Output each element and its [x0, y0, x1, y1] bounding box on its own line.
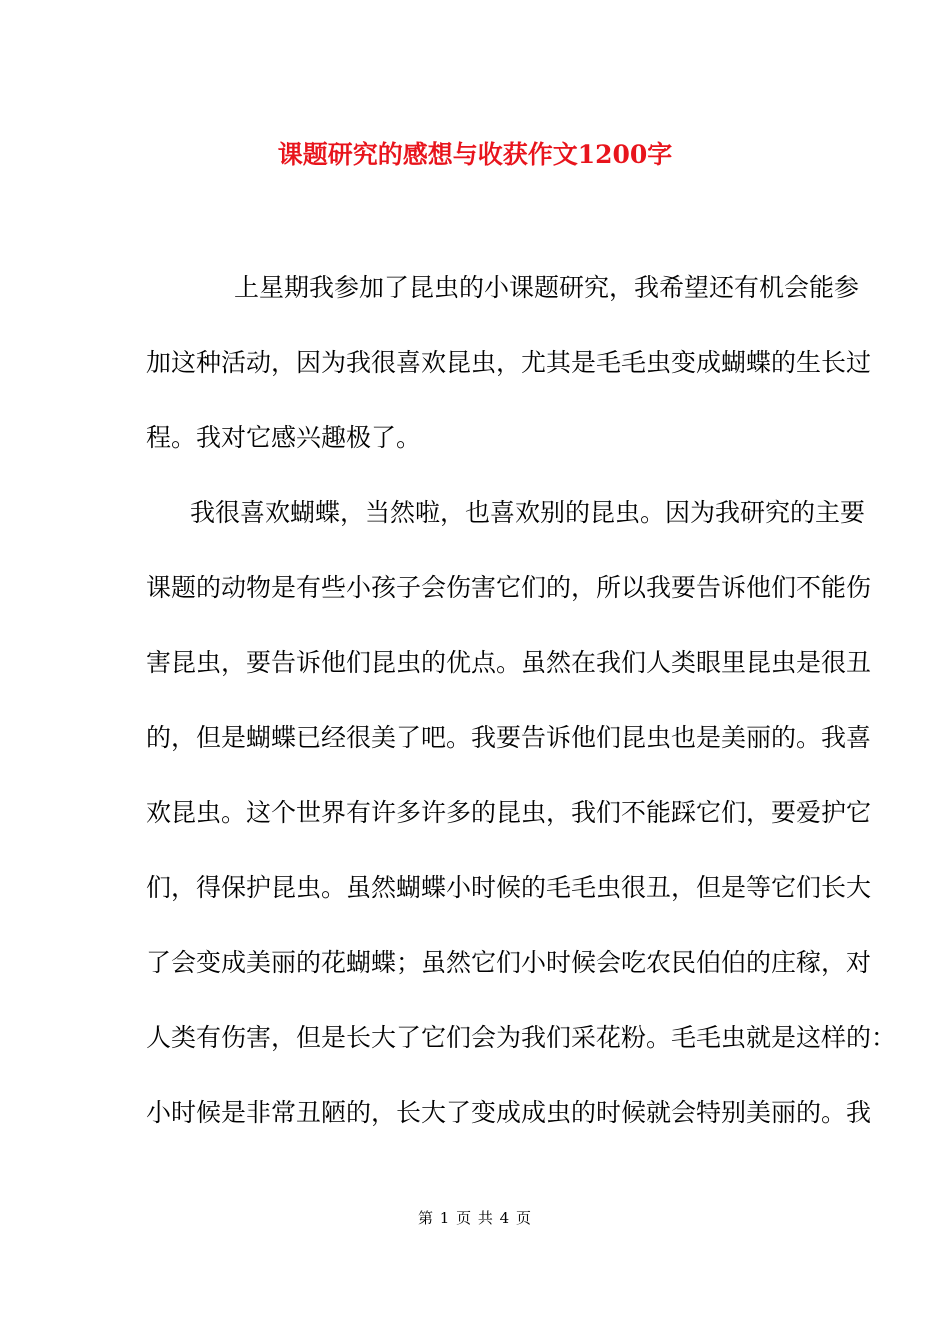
body-line: 害昆虫，要告诉他们昆虫的优点。虽然在我们人类眼里昆虫是很丑: [146, 648, 872, 677]
body-line: 人类有伤害，但是长大了它们会为我们采花粉。毛毛虫就是这样的：: [146, 1023, 897, 1052]
body-line: 程。我对它感兴趣极了。: [146, 423, 422, 452]
body-line: 上星期我参加了昆虫的小课题研究，我希望还有机会能参: [234, 273, 860, 302]
page-indicator: 第 1 页 共 4 页: [418, 1209, 532, 1227]
body-line: 小时候是非常丑陋的，长大了变成成虫的时候就会特别美丽的。我: [146, 1098, 872, 1127]
body-line: 们，得保护昆虫。虽然蝴蝶小时候的毛毛虫很丑，但是等它们长大: [146, 873, 872, 902]
body-line: 欢昆虫。这个世界有许多许多的昆虫，我们不能踩它们，要爱护它: [146, 798, 872, 827]
body-line: 课题的动物是有些小孩子会伤害它们的，所以我要告诉他们不能伤: [146, 573, 872, 602]
body-line: 了会变成美丽的花蝴蝶；虽然它们小时候会吃农民伯伯的庄稼，对: [146, 948, 872, 977]
body-line: 我很喜欢蝴蝶，当然啦，也喜欢别的昆虫。因为我研究的主要: [190, 498, 866, 527]
body-line: 的，但是蝴蝶已经很美了吧。我要告诉他们昆虫也是美丽的。我喜: [146, 723, 872, 752]
body-line: 加这种活动，因为我很喜欢昆虫，尤其是毛毛虫变成蝴蝶的生长过: [146, 348, 872, 377]
document-title: 课题研究的感想与收获作文1200字: [277, 140, 673, 169]
